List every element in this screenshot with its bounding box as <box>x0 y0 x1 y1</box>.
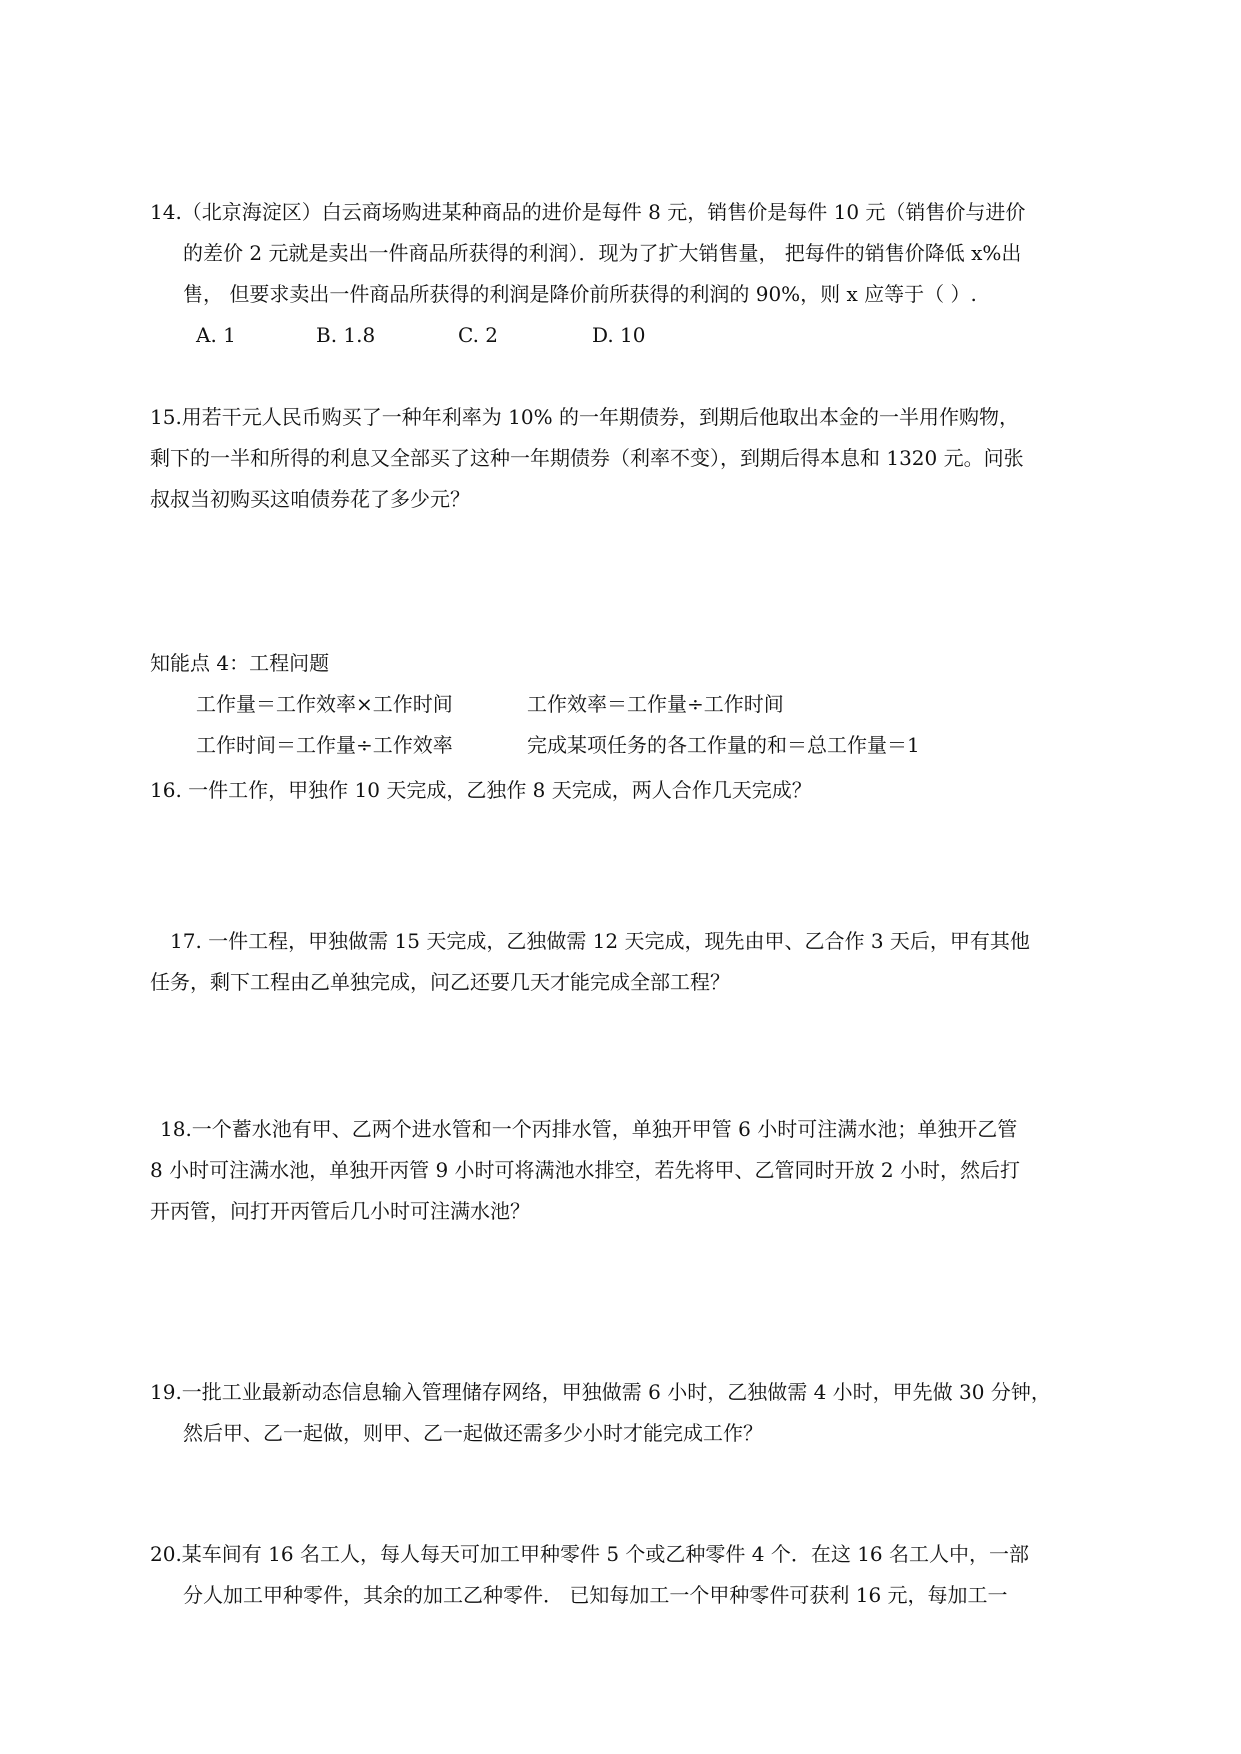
formula-work-amount: 工作量＝工作效率×工作时间 <box>196 692 453 716</box>
q20-line-1: 20.某车间有 16 名工人，每人每天可加工甲种零件 5 个或乙种零件 4 个．在这 16 名工人中，一部 <box>150 1542 1030 1566</box>
formula-work-time: 工作时间＝工作量÷工作效率 <box>196 733 453 757</box>
q15-line-1: 15.用若干元人民币购买了一种年利率为 10% 的一年期债券，到期后他取出本金的一半用作购物， <box>150 405 1019 429</box>
q19-line-1: 19.一批工业最新动态信息输入管理储存网络，甲独做需 6 小时，乙独做需 4 小时，甲先做 30 分钟， <box>150 1380 1051 1404</box>
q20-line-2: 分人加工甲种零件，其余的加工乙种零件． 已知每加工一个甲种零件可获利 16 元，每加工一 <box>183 1583 1008 1607</box>
q17-line-1: 17. 一件工程，甲独做需 15 天完成，乙独做需 12 天完成，现先由甲、乙合作 3 天后，甲有其他 <box>170 929 1030 953</box>
q15-line-2: 剩下的一半和所得的利息又全部买了这种一年期债券（利率不变），到期后得本息和 1320 元。问张 <box>150 446 1024 470</box>
q18-line-2: 8 小时可注满水池，单独开丙管 9 小时可将满池水排空，若先将甲、乙管同时开放 2 小时，然后打 <box>150 1158 1020 1182</box>
q14-option-a: A. 1 <box>196 323 236 347</box>
q17-line-2: 任务，剩下工程由乙单独完成，问乙还要几天才能完成全部工程？ <box>150 970 730 994</box>
q14-line-3: 售， 但要求卖出一件商品所获得的利润是降价前所获得的利润的 90%，则 x 应等于（ ）. <box>183 282 977 306</box>
formula-total-work: 完成某项任务的各工作量的和＝总工作量＝1 <box>527 733 920 757</box>
q14-line-2: 的差价 2 元就是卖出一件商品所获得的利润）．现为了扩大销售量， 把每件的销售价降低 x%出 <box>183 241 1022 265</box>
section-4-title: 知能点 4：工程问题 <box>150 651 330 675</box>
q15-line-3: 叔叔当初购买这咱债券花了多少元？ <box>150 487 470 511</box>
q14-option-b: B. 1.8 <box>316 323 376 347</box>
q18-line-1: 18.一个蓄水池有甲、乙两个进水管和一个丙排水管，单独开甲管 6 小时可注满水池；单独开乙管 <box>160 1117 1018 1141</box>
q16-line-1: 16. 一件工作，甲独作 10 天完成，乙独作 8 天完成，两人合作几天完成？ <box>150 778 812 802</box>
formula-work-efficiency: 工作效率＝工作量÷工作时间 <box>527 692 784 716</box>
q14-option-c: C. 2 <box>458 323 499 347</box>
q14-line-1: 14.（北京海淀区）白云商场购进某种商品的进价是每件 8 元，销售价是每件 10 元（销售价与进价 <box>150 200 1026 224</box>
q14-option-d: D. 10 <box>592 323 646 347</box>
q19-line-2: 然后甲、乙一起做，则甲、乙一起做还需多少小时才能完成工作？ <box>183 1421 763 1445</box>
q18-line-3: 开丙管，问打开丙管后几小时可注满水池？ <box>150 1199 530 1223</box>
